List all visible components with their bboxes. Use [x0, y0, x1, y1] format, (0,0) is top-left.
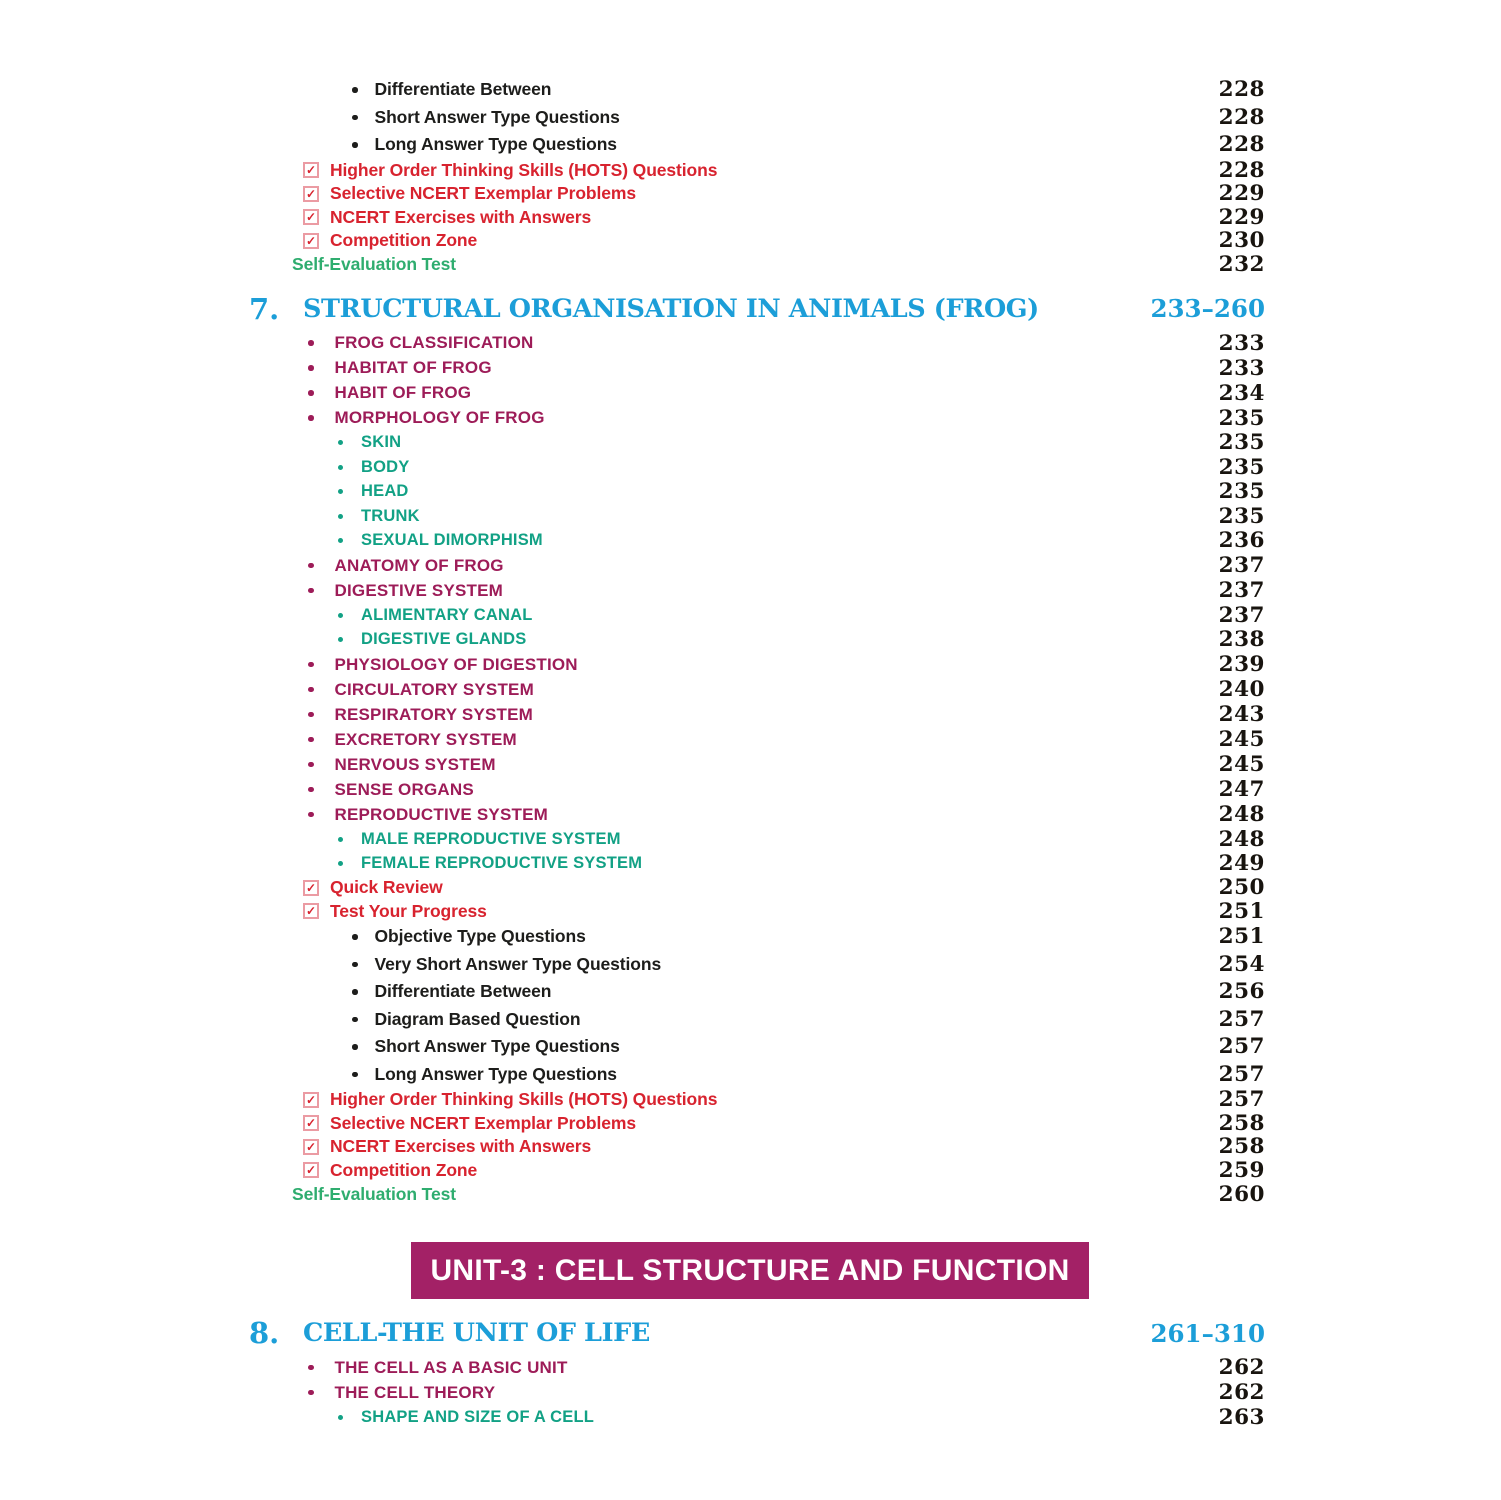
- bullet-icon: [352, 1017, 358, 1023]
- bullet-icon: [338, 1415, 343, 1420]
- toc-row: [0, 852, 1501, 877]
- bullet-icon: [338, 514, 343, 519]
- toc-entry-label: Self-Evaluation Test: [292, 1183, 456, 1204]
- page-number: 229: [1218, 204, 1265, 230]
- page-number: 235: [1218, 405, 1265, 431]
- toc-entry-label: Differentiate Between: [374, 981, 552, 1002]
- toc-row: [0, 652, 1501, 677]
- bullet-icon: [352, 962, 358, 968]
- toc-entry-label: DIGESTIVE SYSTEM: [334, 580, 504, 600]
- toc-entry: [308, 333, 1219, 353]
- toc-entry: [303, 901, 1219, 922]
- page-number: 229: [1218, 181, 1265, 207]
- toc-entry-label: Selective NCERT Exemplar Problems: [330, 1112, 636, 1133]
- bullet-icon: [352, 989, 358, 995]
- toc-row: [0, 529, 1501, 554]
- toc-entry-label: PHYSIOLOGY OF DIGESTION: [334, 654, 578, 674]
- toc-row: [0, 406, 1501, 431]
- toc-entry: [308, 556, 1219, 576]
- bullet-icon: [338, 538, 343, 543]
- toc-entry-label: SEXUAL DIMORPHISM: [361, 531, 543, 550]
- bullet-icon: [308, 662, 314, 668]
- checkbox-icon: [303, 162, 319, 178]
- toc-row: [0, 381, 1501, 406]
- bullet-icon: [308, 787, 314, 793]
- toc-entry-label: HABIT OF FROG: [334, 383, 472, 402]
- toc-entry: [308, 581, 1219, 601]
- page-number: 261–310: [1150, 1318, 1265, 1348]
- toc-entry: [338, 458, 1219, 477]
- toc-entry: [338, 630, 1219, 649]
- toc-entry-label: Competition Zone: [330, 1159, 478, 1180]
- toc-entry-label: THE CELL AS A BASIC UNIT: [334, 1357, 568, 1377]
- page-number: 230: [1218, 228, 1265, 254]
- page-number: 260: [1218, 1181, 1265, 1207]
- toc-entry: [338, 830, 1219, 849]
- toc-row: [0, 455, 1501, 480]
- toc-entry: [352, 954, 1219, 975]
- toc-row: [0, 603, 1501, 628]
- toc-row: [0, 802, 1501, 827]
- toc-entry: [303, 877, 1219, 898]
- bullet-icon: [308, 737, 314, 743]
- toc-entry: [308, 730, 1219, 750]
- toc-entry-label: Higher Order Thinking Skills (HOTS) Questions: [330, 159, 718, 180]
- checkbox-icon: [303, 1115, 319, 1131]
- toc-entry-label: Higher Order Thinking Skills (HOTS) Questions: [330, 1089, 718, 1110]
- page-number: 237: [1218, 578, 1265, 603]
- toc-row: [0, 1061, 1501, 1089]
- toc-row: [0, 431, 1501, 456]
- unit-banner-row: [0, 1242, 1501, 1299]
- page-number: 257: [1218, 1034, 1265, 1060]
- toc-entry: [308, 1358, 1219, 1378]
- checkbox-icon: [303, 209, 319, 225]
- toc-entry: [338, 507, 1219, 526]
- checkbox-icon: [303, 186, 319, 202]
- page-number: 228: [1218, 157, 1265, 183]
- toc-row: [0, 553, 1501, 578]
- page-number: 235: [1218, 454, 1265, 480]
- toc-row: [0, 104, 1501, 132]
- page-number: 228: [1218, 104, 1265, 130]
- chapter-title: STRUCTURAL ORGANISATION IN ANIMALS (FROG): [303, 293, 1039, 324]
- page-number: 257: [1218, 1061, 1265, 1087]
- page-number: 257: [1218, 1006, 1265, 1032]
- toc-entry-label: Objective Type Questions: [374, 926, 586, 947]
- bullet-icon: [308, 812, 314, 818]
- toc-entry-label: Very Short Answer Type Questions: [374, 953, 662, 974]
- toc-row: [0, 923, 1501, 951]
- toc-entry-label: NCERT Exercises with Answers: [330, 1136, 592, 1157]
- toc-entry: [249, 292, 1150, 326]
- toc-entry-label: Test Your Progress: [330, 900, 487, 921]
- toc-row: [0, 1355, 1501, 1380]
- toc-entry: [338, 606, 1219, 625]
- bullet-icon: [308, 340, 314, 346]
- bullet-icon: [308, 588, 314, 594]
- bullet-icon: [338, 837, 343, 842]
- toc-entry: [338, 1408, 1219, 1427]
- toc-entry-label: REPRODUCTIVE SYSTEM: [334, 804, 548, 824]
- toc-row: [0, 876, 1501, 900]
- toc-entry-label: EXCRETORY SYSTEM: [334, 729, 517, 749]
- toc-row: [0, 628, 1501, 653]
- page-number: 245: [1218, 752, 1265, 777]
- bullet-icon: [308, 365, 314, 371]
- toc-entry: [352, 79, 1219, 100]
- toc-row: [0, 159, 1501, 183]
- toc-entry-label: ALIMENTARY CANAL: [361, 605, 533, 624]
- toc-row: [0, 1088, 1501, 1112]
- toc-entry-label: Selective NCERT Exemplar Problems: [330, 183, 636, 204]
- toc-row: [0, 1182, 1501, 1206]
- bullet-icon: [308, 563, 314, 569]
- toc-entry-label: Competition Zone: [330, 230, 478, 251]
- toc-chapter-row: [0, 1311, 1501, 1355]
- toc-row: [0, 76, 1501, 104]
- bullet-icon: [308, 1365, 314, 1371]
- checkbox-icon: [303, 880, 319, 896]
- toc-row: [0, 777, 1501, 802]
- page-number: 250: [1218, 875, 1265, 901]
- page-number: 237: [1218, 553, 1265, 578]
- checkbox-icon: [303, 1162, 319, 1178]
- bullet-icon: [352, 142, 358, 148]
- toc-entry: [338, 482, 1219, 501]
- page-number: 262: [1218, 1380, 1265, 1405]
- toc-entry-label: SHAPE AND SIZE OF A CELL: [361, 1407, 595, 1426]
- toc-entry: [352, 107, 1219, 128]
- page-number: 238: [1218, 627, 1265, 653]
- toc-entry: [303, 1089, 1219, 1110]
- checkbox-icon: [303, 233, 319, 249]
- toc-row: [0, 182, 1501, 206]
- toc-entry-label: Self-Evaluation Test: [292, 254, 456, 274]
- toc-entry: [308, 705, 1219, 725]
- checkbox-icon: [303, 903, 319, 919]
- toc-entry: [308, 383, 1219, 403]
- toc-entry-label: FEMALE REPRODUCTIVE SYSTEM: [361, 854, 643, 873]
- toc-row: [0, 356, 1501, 381]
- toc-entry: [249, 1316, 1150, 1350]
- bullet-icon: [308, 1390, 314, 1396]
- toc-entry: [308, 1383, 1219, 1403]
- toc-entry-label: MALE REPRODUCTIVE SYSTEM: [361, 829, 621, 848]
- page-number: 263: [1218, 1404, 1265, 1430]
- page-number: 256: [1218, 979, 1265, 1005]
- page-number: 248: [1218, 826, 1265, 852]
- toc-entry: [303, 207, 1219, 228]
- chapter-number: 7.: [249, 291, 280, 326]
- page-number: 248: [1218, 802, 1265, 827]
- toc-entry-label: CIRCULATORY SYSTEM: [334, 679, 534, 699]
- page-number: 262: [1218, 1355, 1265, 1380]
- bullet-icon: [338, 489, 343, 494]
- toc-row: [0, 1006, 1501, 1034]
- toc-entry-label: THE CELL THEORY: [334, 1382, 496, 1402]
- page-number: 235: [1218, 430, 1265, 456]
- toc-row: [0, 702, 1501, 727]
- page-number: 236: [1218, 528, 1265, 554]
- toc-entry-label: NCERT Exercises with Answers: [330, 206, 592, 227]
- toc-row: [0, 727, 1501, 752]
- toc-row: [0, 1135, 1501, 1159]
- toc-entry-label: HABITAT OF FROG: [334, 358, 492, 377]
- toc-row: [0, 131, 1501, 159]
- page-number: 259: [1218, 1157, 1265, 1183]
- toc-row: [0, 331, 1501, 356]
- toc-entry: [292, 1184, 1219, 1205]
- toc-row: [0, 1033, 1501, 1061]
- toc-entry: [338, 531, 1219, 550]
- toc-entry: [352, 1009, 1219, 1030]
- toc-entry: [308, 408, 1219, 428]
- toc-entry-label: SKIN: [361, 433, 402, 452]
- chapter-title: CELL-THE UNIT OF LIFE: [303, 1318, 650, 1348]
- page-number: 237: [1218, 602, 1265, 628]
- bullet-icon: [308, 762, 314, 768]
- toc-entry: [338, 433, 1219, 452]
- page-number: 251: [1218, 898, 1265, 924]
- toc-entry-label: Quick Review: [330, 877, 443, 898]
- toc-entry-label: Short Answer Type Questions: [374, 106, 620, 127]
- page-number: 240: [1218, 677, 1265, 702]
- bullet-icon: [308, 415, 314, 421]
- toc-entry: [308, 755, 1219, 775]
- toc-entry: [352, 134, 1219, 155]
- page-number: 233: [1218, 330, 1265, 356]
- toc-entry-label: Diagram Based Question: [374, 1008, 581, 1029]
- bullet-icon: [338, 637, 343, 642]
- toc-row: [0, 827, 1501, 852]
- toc-entry-label: HEAD: [361, 482, 409, 501]
- bullet-icon: [308, 712, 314, 718]
- toc-entry: [352, 981, 1219, 1002]
- page-number: 228: [1218, 132, 1265, 158]
- toc-row: [0, 978, 1501, 1006]
- toc-row: [0, 1405, 1501, 1430]
- page-number: 239: [1218, 652, 1265, 677]
- toc-row: [0, 206, 1501, 230]
- toc-entry: [352, 926, 1219, 947]
- checkbox-icon: [303, 1092, 319, 1108]
- page-number: 232: [1218, 252, 1265, 277]
- bullet-icon: [308, 390, 314, 396]
- toc-entry: [303, 160, 1219, 181]
- toc-entry-label: TRUNK: [361, 506, 420, 525]
- toc-row: [0, 480, 1501, 505]
- toc-entry: [303, 1113, 1219, 1134]
- toc-entry: [303, 183, 1219, 204]
- bullet-icon: [338, 440, 343, 445]
- toc-entry-label: ANATOMY OF FROG: [334, 555, 504, 575]
- toc-chapter-row: [0, 287, 1501, 331]
- toc-row: [0, 1159, 1501, 1183]
- toc-row: [0, 1380, 1501, 1405]
- page-number: 235: [1218, 503, 1265, 529]
- page-number: 257: [1218, 1087, 1265, 1113]
- toc-entry: [308, 358, 1219, 378]
- page-number: 234: [1218, 380, 1265, 406]
- bullet-icon: [338, 861, 343, 866]
- toc-entry: [303, 230, 1219, 251]
- bullet-icon: [308, 687, 314, 693]
- toc-entry-label: Short Answer Type Questions: [374, 1036, 620, 1057]
- toc-row: [0, 229, 1501, 253]
- checkbox-icon: [303, 1139, 319, 1155]
- toc-entry: [338, 854, 1219, 873]
- page-number: 254: [1218, 951, 1265, 977]
- toc-entry-label: RESPIRATORY SYSTEM: [334, 704, 534, 724]
- bullet-icon: [338, 613, 343, 618]
- toc-row: [0, 752, 1501, 777]
- page-number: 228: [1218, 77, 1265, 103]
- toc-entry: [308, 780, 1219, 800]
- toc-entry: [308, 655, 1219, 675]
- toc-entry-label: NERVOUS SYSTEM: [334, 754, 496, 774]
- toc-entry: [352, 1036, 1219, 1057]
- page-number: 235: [1218, 479, 1265, 505]
- bullet-icon: [352, 934, 358, 940]
- page-number: 258: [1218, 1110, 1265, 1136]
- bullet-icon: [352, 87, 358, 93]
- toc-entry-label: Long Answer Type Questions: [374, 134, 617, 155]
- toc-row: [0, 900, 1501, 924]
- toc-row: [0, 951, 1501, 979]
- toc-entry: [303, 1136, 1219, 1157]
- page-number: 243: [1218, 702, 1265, 727]
- toc-row: [0, 578, 1501, 603]
- toc-entry: [308, 680, 1219, 700]
- toc-entry-label: Differentiate Between: [374, 79, 552, 100]
- bullet-icon: [352, 115, 358, 121]
- unit-banner: [411, 1242, 1089, 1299]
- toc-entry: [308, 805, 1219, 825]
- toc-entry-label: MORPHOLOGY OF FROG: [334, 408, 545, 427]
- chapter-number: 8.: [249, 1316, 280, 1350]
- toc-entry-label: Long Answer Type Questions: [374, 1063, 617, 1084]
- toc-entry: [352, 1064, 1219, 1085]
- toc-entry-label: SENSE ORGANS: [334, 779, 474, 799]
- toc-entry-label: BODY: [361, 457, 410, 476]
- toc-entry: [303, 1160, 1219, 1181]
- page-number: 245: [1218, 727, 1265, 752]
- page-number: 233: [1218, 355, 1265, 381]
- bullet-icon: [352, 1072, 358, 1078]
- toc-entry-label: DIGESTIVE GLANDS: [361, 630, 527, 649]
- bullet-icon: [338, 465, 343, 470]
- toc-entry-label: FROG CLASSIFICATION: [334, 333, 534, 352]
- page-number: 249: [1218, 851, 1265, 877]
- toc-entry: [292, 254, 1219, 275]
- page-number: 251: [1218, 924, 1265, 950]
- toc-row: [0, 253, 1501, 277]
- page-number: 258: [1218, 1134, 1265, 1160]
- unit-banner-title: UNIT-3 : CELL STRUCTURE AND FUNCTION: [430, 1253, 1070, 1287]
- toc-row: [0, 504, 1501, 529]
- page-number: 233–260: [1150, 294, 1265, 323]
- bullet-icon: [352, 1044, 358, 1050]
- page-number: 247: [1218, 777, 1265, 802]
- toc-row: [0, 1112, 1501, 1136]
- toc-row: [0, 677, 1501, 702]
